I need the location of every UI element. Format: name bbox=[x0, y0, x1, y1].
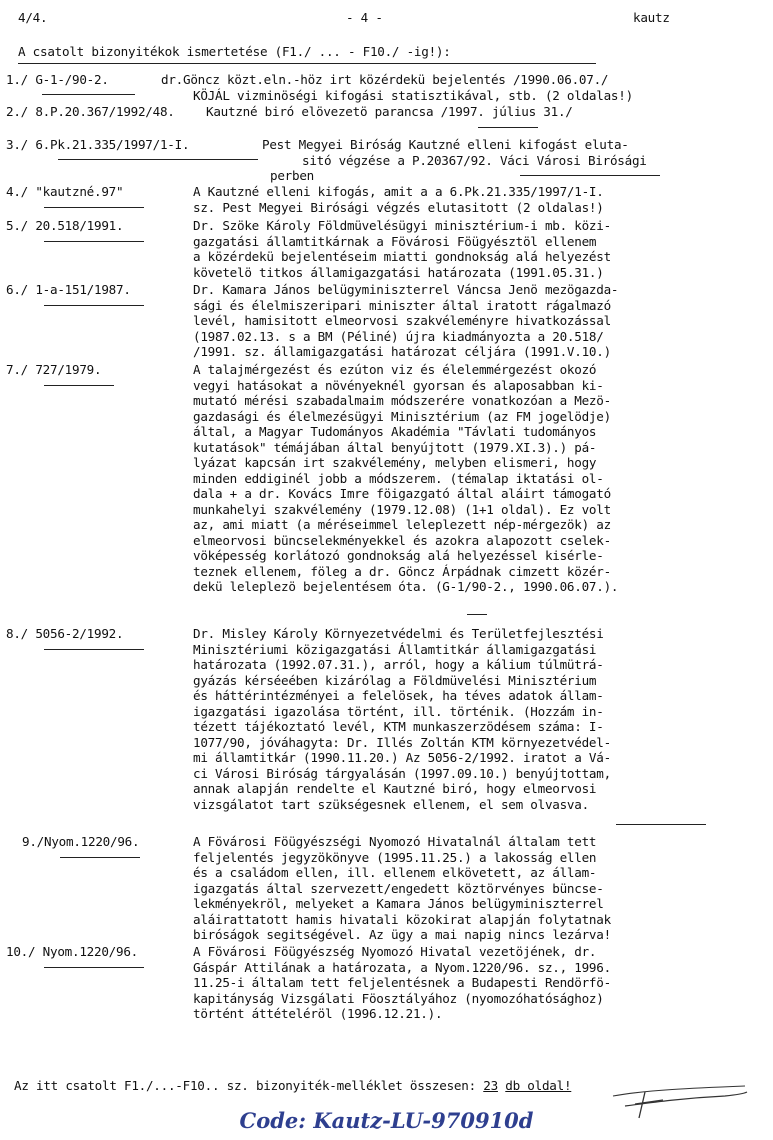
item-line: kapitányság Vizsgálati Föosztályához (nyomozóhatósághoz) bbox=[193, 991, 604, 1006]
item-line: KÖJÁL vizminöségi kifogási statisztikával, stb. (2 oldalas!) bbox=[193, 88, 633, 103]
text-underline bbox=[616, 824, 706, 825]
item-code: 8./ 5056-2/1992. bbox=[6, 626, 124, 641]
item-line: mutató mérési szabadalmaim módszerére vonatkozóan a Mezö- bbox=[193, 393, 611, 408]
item-line: /1991. sz. államigazgatási határozat céljára (1991.V.10.) bbox=[193, 344, 611, 359]
separator-rule bbox=[467, 614, 487, 615]
footer-summary bbox=[14, 1078, 571, 1093]
item-line: Dr. Misley Károly Környezetvédelmi és Területfejlesztési bbox=[193, 626, 604, 641]
item-line: mi államtitkár (1990.11.20.) Az 5056-2/1992. iratot a Vá- bbox=[193, 750, 611, 765]
date-underline bbox=[478, 127, 538, 128]
item-line: 1077/90, jóváhagyta: Dr. Illés Zoltán KTM környezetvédel- bbox=[193, 735, 611, 750]
item-line: A Kautzné elleni kifogás, amit a a 6.Pk.21.335/1997/1-I. bbox=[193, 184, 604, 199]
item-line: 11.25-i általam tett feljelentésnek a Budapesti Rendörfö- bbox=[193, 975, 611, 990]
item-line: a közérdekü bejelentéseim miatti gondnokság alá helyezést bbox=[193, 249, 611, 264]
item-line: levél, hamisitott elmeorvosi szakvéleményre hivatkozással bbox=[193, 313, 611, 328]
item-line: és háttérintézményei a felelösek, ha téves adatok állam- bbox=[193, 688, 604, 703]
item-line: Dr. Kamara János belügyminiszterrel Váncsa Jenö mezögazda- bbox=[193, 282, 619, 297]
item-line: lyázat kapcsán irt szakvélemény, melyben elismeri, hogy bbox=[193, 455, 597, 470]
item-line: ci Városi Biróság tárgyalásán (1997.09.10.) benyújtottam, bbox=[193, 766, 611, 781]
item-line: lekményekröl, melyeket a Kamara János belügyminiszterrel bbox=[193, 896, 604, 911]
code-underline bbox=[44, 241, 144, 242]
item-code: 9./Nyom.1220/96. bbox=[22, 834, 140, 849]
item-line: elmeorvosi büncselekményekkel és azokra alapozott cselek- bbox=[193, 533, 611, 548]
item-line: az, ami miatt (a méréseimmel leleplezett nép-mérgezök) az bbox=[193, 517, 611, 532]
intro-rule bbox=[18, 63, 596, 64]
item-line: Dr. Szöke Károly Földmüvelésügyi minisztérium-i mb. közi- bbox=[193, 218, 611, 233]
item-line: vegyi hatásokat a növényeknél gyorsan és alaposabban ki- bbox=[193, 378, 604, 393]
item-line: Minisztériumi közigazgatási Államtitkár államigazgatási bbox=[193, 642, 597, 657]
item-line: A Fövárosi Föügyészség Nyomozó Hivatal vezetöjének, dr. bbox=[193, 944, 597, 959]
item-line: követelö titkos államigazgatási határozata (1991.05.31.) bbox=[193, 265, 604, 280]
item-line: dala + a dr. Kovács Imre föigazgató által aláirt támogató bbox=[193, 486, 611, 501]
item-line: Pest Megyei Biróság Kautzné elleni kifogást eluta- bbox=[262, 137, 629, 152]
item-line: kutatások" témájában által benyújtott (1979.XI.3).) pá- bbox=[193, 440, 597, 455]
item-line: igazgatási igazolása történt, ill. történik. (Hozzám in- bbox=[193, 704, 604, 719]
item-line: annak alapján rendelte el Kautzné biró, hogy elmeorvosi bbox=[193, 781, 597, 796]
code-underline bbox=[42, 94, 135, 95]
item-line: vöképesség korlátozó gondnokság alá helyezéssel kisérle- bbox=[193, 548, 604, 563]
document-code-stamp: Code: Kautz-LU-970910d bbox=[239, 1108, 534, 1133]
code-underline bbox=[44, 967, 144, 968]
item-line: gazdasági és élelmezésügyi Minisztérium (az FM jogelödje) bbox=[193, 409, 611, 424]
item-line: minden eddiginél jobb a módszerem. (témalap iktatási ol- bbox=[193, 471, 604, 486]
item-code: 2./ 8.P.20.367/1992/48. bbox=[6, 104, 175, 119]
item-code: 7./ 727/1979. bbox=[6, 362, 102, 377]
item-line: dr.Göncz közt.eln.-höz irt közérdekü bejelentés /1990.06.07./ bbox=[161, 72, 609, 87]
item-line: által, a Magyar Tudományos Akadémia "Távlati tudományos bbox=[193, 424, 597, 439]
code-underline bbox=[58, 159, 258, 160]
item-line: perben bbox=[270, 168, 314, 183]
item-line: gazgatási államtitkárnak a Fövárosi Föügyésztöl ellenem bbox=[193, 234, 597, 249]
page-number-center: - 4 - bbox=[346, 10, 383, 25]
item-line: sitó végzése a P.20367/92. Váci Városi Birósági bbox=[302, 153, 647, 168]
item-line: Gáspár Attilának a határozata, a Nyom.1220/96. sz., 1996. bbox=[193, 960, 611, 975]
item-line: teznek ellenem, föleg a dr. Göncz Árpádnak cimzett közér- bbox=[193, 564, 611, 579]
struck-unit: db oldal! bbox=[505, 1078, 572, 1093]
code-underline bbox=[44, 649, 144, 650]
item-code: 4./ "kautzné.97" bbox=[6, 184, 124, 199]
item-code: 5./ 20.518/1991. bbox=[6, 218, 124, 233]
item-line: sági és élelmiszeripari miniszter által iratott rágalmazó bbox=[193, 298, 611, 313]
item-line: biróságok segitségével. Az ügy a mai napig nincs lezárva! bbox=[193, 927, 611, 942]
item-code: 3./ 6.Pk.21.335/1997/1-I. bbox=[6, 137, 190, 152]
item-line: tézett tájékoztató levél, KTM munkaszerzödésem száma: I- bbox=[193, 719, 604, 734]
item-line: (1987.02.13. s a BM (Péliné) újra kiadmányozta a 20.518/ bbox=[193, 329, 604, 344]
item-line: A talajmérgezést és ezúton viz és élelemmérgezést okozó bbox=[193, 362, 597, 377]
code-underline bbox=[44, 305, 144, 306]
item-line: igazgatás által szervezett/engedett köztörvényes büncse- bbox=[193, 881, 604, 896]
item-line: határozata (1992.07.31.), arról, hogy a kálium túlmütrá- bbox=[193, 657, 604, 672]
item-line: dekü leleplezö bejelentésem óta. (G-1/90-2., 1990.06.07.). bbox=[193, 579, 619, 594]
item-code: 1./ G-1-/90-2. bbox=[6, 72, 109, 87]
item-line: munkahelyi szakvélemény (1979.12.08) (1+1 oldal). Ez volt bbox=[193, 502, 611, 517]
footer-text: Az itt csatolt F1./...-F10.. sz. bizonyiték-melléklet összesen: bbox=[14, 1078, 484, 1093]
code-underline bbox=[60, 857, 140, 858]
item-line: vizsgálatot tart szükségesnek ellenem, el sem olvasva. bbox=[193, 797, 589, 812]
item-line: A Fövárosi Föügyészségi Nyomozó Hivatalnál általam tett bbox=[193, 834, 597, 849]
intro-heading: A csatolt bizonyitékok ismertetése (F1./ ... - F10./ -ig!): bbox=[18, 44, 451, 59]
page-count: 23 bbox=[483, 1078, 498, 1093]
text-underline bbox=[520, 175, 660, 176]
header-name: kautz bbox=[633, 10, 670, 25]
item-line: és a családom ellen, ill. ellenem elkövetett, az állam- bbox=[193, 865, 597, 880]
item-line: Kautzné biró elövezetö parancsa /1997. július 31./ bbox=[206, 104, 573, 119]
code-underline bbox=[44, 207, 144, 208]
item-line: feljelentés jegyzökönyve (1995.11.25.) a lakosság ellen bbox=[193, 850, 597, 865]
item-line: aláirattatott hamis hivatali közokirat alapján folytatnak bbox=[193, 912, 611, 927]
item-line: gyázás kérséeében kizárólag a Földmüvelési Minisztérium bbox=[193, 673, 597, 688]
item-code: 10./ Nyom.1220/96. bbox=[6, 944, 138, 959]
page-number-left: 4/4. bbox=[18, 10, 48, 25]
item-code: 6./ 1-a-151/1987. bbox=[6, 282, 131, 297]
item-line: történt áttételéröl (1996.12.21.). bbox=[193, 1006, 443, 1021]
code-underline bbox=[44, 385, 114, 386]
item-line: sz. Pest Megyei Birósági végzés elutasitott (2 oldalas!) bbox=[193, 200, 604, 215]
